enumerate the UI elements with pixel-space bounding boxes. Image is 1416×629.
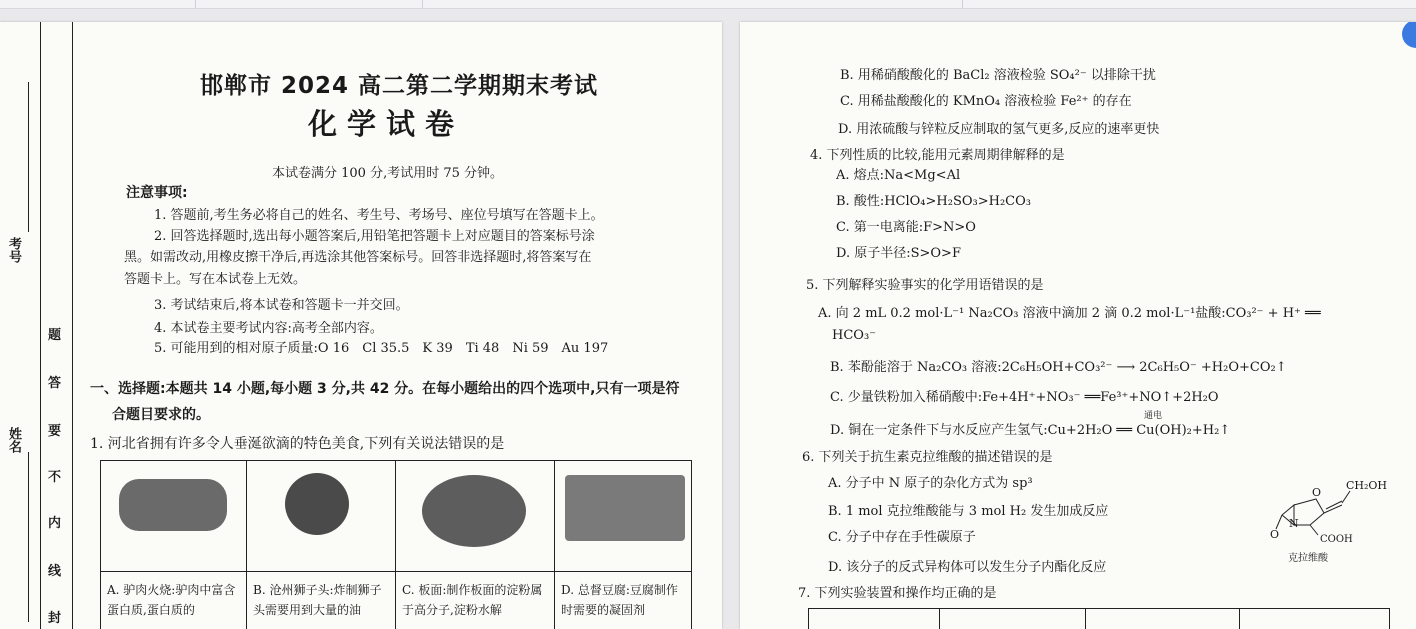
- q5-option-a: A. 向 2 mL 0.2 mol·L⁻¹ Na₂CO₃ 溶液中滴加 2 滴 0.2 mol·L⁻¹盐酸:CO₃²⁻ + H⁺ ══: [818, 306, 1321, 321]
- q5-option-d: D. 铜在一定条件下与水反应产生氢气:Cu+2H₂O ══ Cu(OH)₂+H₂↑: [830, 423, 1231, 438]
- xingming-blank-line: [28, 452, 29, 622]
- q5-option-b: B. 苯酚能溶于 Na₂CO₃ 溶液:2C₆H₅OH+CO₃²⁻ ⟶ 2C₆H₅O⁻ +H₂O+CO₂↑: [830, 360, 1287, 375]
- section-heading: 一、选择题:本题共 14 小题,每小题 3 分,共 42 分。在每小题给出的四个选项中,只有一项是符: [90, 381, 680, 397]
- seal-char: 线: [48, 564, 62, 579]
- molecule-caption: 克拉维酸: [1288, 553, 1328, 564]
- exam-info: 本试卷满分 100 分,考试用时 75 分钟。: [272, 166, 504, 181]
- q6-option-d: D. 该分子的反式异构体可以发生分子内酯化反应: [828, 560, 1107, 575]
- q5-d-condition: 通电: [1144, 411, 1163, 421]
- notice-heading: 注意事项:: [126, 185, 188, 201]
- q3-option-c: C. 用稀盐酸酸化的 KMnO₄ 溶液检验 Fe²⁺ 的存在: [840, 94, 1132, 109]
- molecule-n-label: N: [1289, 517, 1299, 530]
- q3-option-d: D. 用浓硫酸与锌粒反应制取的氢气更多,反应的速率更快: [838, 122, 1160, 137]
- notice-item: 5. 可能用到的相对原子质量:O 16 Cl 35.5 K 39 Ti 48 Ni 59 Au 197: [154, 341, 609, 356]
- seal-char: 答: [48, 376, 62, 391]
- q4-option-b: B. 酸性:HClO₄>H₂SO₃>H₂CO₃: [836, 194, 1031, 209]
- question-6: 6. 下列关于抗生素克拉维酸的描述错误的是: [802, 450, 1053, 465]
- q6-option-b: B. 1 mol 克拉维酸能与 3 mol H₂ 发生加成反应: [828, 504, 1109, 519]
- noodles-image: [422, 475, 526, 547]
- viewer-scroll-indicator[interactable]: [1402, 22, 1416, 48]
- viewer-toolbar: [0, 0, 1416, 9]
- q3-option-b: B. 用稀硝酸酸化的 BaCl₂ 溶液检验 SO₄²⁻ 以排除干扰: [840, 68, 1156, 83]
- food-image-cell: [101, 461, 247, 572]
- food-image-cell: [555, 461, 692, 572]
- binding-line-outer: [40, 22, 41, 629]
- question-1: 1. 河北省拥有许多令人垂涎欲滴的特色美食,下列有关说法错误的是: [90, 436, 505, 452]
- exam-title: 邯郸市 2024 高二第二学期期末考试: [200, 73, 599, 99]
- kaohao-blank-line: [28, 82, 29, 232]
- exam-page-right: [740, 22, 1416, 629]
- molecule-o-label: O: [1312, 486, 1322, 499]
- notice-item: 答题卡上。写在本试卷上无效。: [124, 272, 307, 287]
- q5-option-a-cont: HCO₃⁻: [832, 328, 877, 343]
- q7-apparatus-table: [808, 608, 1390, 629]
- food-image-cell: [396, 461, 555, 572]
- food-caption: C. 板面:制作板面的淀粉属于高分子,淀粉水解: [396, 572, 555, 629]
- question-4: 4. 下列性质的比较,能用元素周期律解释的是: [810, 148, 1065, 163]
- binding-line-inner: [72, 22, 73, 629]
- notice-item: 黑。如需改动,用橡皮擦干净后,再选涂其他答案标号。回答非选择题时,将答案写在: [124, 250, 592, 265]
- q4-option-a: A. 熔点:Na<Mg<Al: [836, 168, 961, 183]
- xingming-label: 姓名: [6, 427, 21, 453]
- question-7: 7. 下列实验装置和操作均正确的是: [798, 586, 997, 601]
- question-5: 5. 下列解释实验事实的化学用语错误的是: [806, 278, 1044, 293]
- q4-option-c: C. 第一电离能:F>N>O: [836, 220, 976, 235]
- notice-item: 3. 考试结束后,将本试卷和答题卡一并交回。: [154, 298, 409, 313]
- food-caption: D. 总督豆腐:豆腐制作时需要的凝固剂: [555, 572, 692, 629]
- molecule-cooh-label: COOH: [1320, 534, 1353, 545]
- section-heading-cont: 合题目要求的。: [112, 407, 210, 423]
- seal-char: 要: [48, 424, 62, 439]
- seal-char: 题: [48, 328, 62, 343]
- food-caption: B. 沧州狮子头:炸制狮子头需要用到大量的油: [247, 572, 396, 629]
- food-image-cell: [247, 461, 396, 572]
- notice-item: 1. 答题前,考生务必将自己的姓名、考生号、考场号、座位号填写在答题卡上。: [154, 208, 604, 223]
- food-table: [100, 460, 692, 629]
- tofu-image: [565, 475, 685, 541]
- notice-item: 4. 本试卷主要考试内容:高考全部内容。: [154, 321, 383, 336]
- clavulanic-acid-structure: [1270, 477, 1400, 547]
- seal-char: 不: [48, 470, 62, 485]
- lion-head-meatball-image: [285, 473, 349, 535]
- q6-option-a: A. 分子中 N 原子的杂化方式为 sp³: [828, 476, 1033, 491]
- donkey-burger-image: [119, 479, 227, 531]
- q5-option-c: C. 少量铁粉加入稀硝酸中:Fe+4H⁺+NO₃⁻ ══Fe³⁺+NO↑+2H₂O: [830, 390, 1219, 405]
- q6-option-c: C. 分子中存在手性碳原子: [828, 530, 976, 545]
- exam-subject: 化学试卷: [308, 107, 465, 141]
- seal-char: 内: [48, 516, 62, 531]
- q4-option-d: D. 原子半径:S>O>F: [836, 246, 961, 261]
- exam-page-left: [0, 22, 722, 629]
- notice-item: 2. 回答选择题时,选出每小题答案后,用铅笔把答题卡上对应题目的答案标号涂: [154, 229, 595, 244]
- food-caption: A. 驴肉火烧:驴肉中富含蛋白质,蛋白质的: [101, 572, 247, 629]
- molecule-carbonyl-o-label: O: [1270, 528, 1280, 541]
- kaohao-label: 考号: [6, 237, 21, 263]
- molecule-ch2oh-label: CH₂OH: [1346, 479, 1388, 492]
- seal-char: 封: [48, 611, 62, 626]
